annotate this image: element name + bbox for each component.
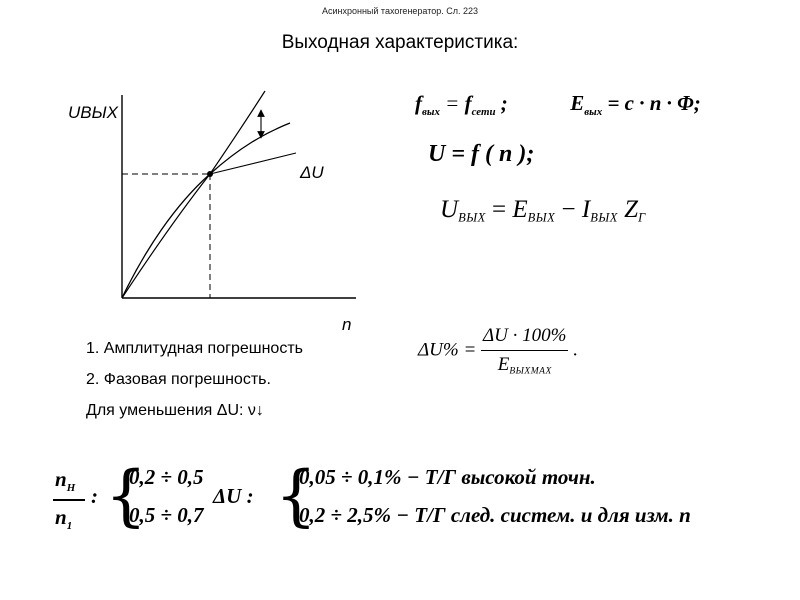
operating-point [207,171,213,177]
ratio-conditions-formula: $n_Н$ $n_1$ : { 0,2 ÷ 0,5 0,5 ÷ 0,7 ΔU : { 0,05 ÷ 0,1% − Т/Г высокой точн. 0,2 ÷ 2,5% − Т/Г след. систем. и для изм. n [55,457,691,534]
u-of-n-formula: U = f ( n ); [428,141,535,167]
left-brace: { [105,457,147,534]
error-percent-formula: ΔU% = $\frac{\Delta U \cdot 100\%}{\text{EВЫХMAX}}$ . [418,325,578,377]
frequency-emf-formula: $f_{вых} = f_{сети}$ ; $E_{вых} = c \cdot n \cdot \Phi$; [415,91,701,118]
list-item-amplitude-error: 1. Амплитудная погрешность [86,340,303,357]
output-voltage-equation: UВЫХ = EВЫХ − IВЫХ ZГ [440,196,646,225]
ideal-characteristic-line [122,91,265,298]
x-axis-label: n [342,315,352,334]
right-brace: { [275,457,317,534]
list-item-reduce-delta-u: Для уменьшения ΔU: ν↓ [86,402,264,419]
error-fraction: $\frac{\Delta U \cdot 100\%}{\text{EВЫХMAX}}$ [483,325,567,377]
real-characteristic-curve [122,123,290,298]
y-axis-label: UВЫХ [68,103,119,122]
fraction-bar [53,499,85,501]
delta-u-label: ΔU [300,163,324,182]
slide-title: Выходная характеристика: [281,32,519,53]
slide-header: Асинхронный тахогенератор. Сл. 223 [321,6,479,16]
output-characteristic-graph [60,85,380,345]
list-item-phase-error: 2. Фазовая погрешность. [86,371,271,388]
